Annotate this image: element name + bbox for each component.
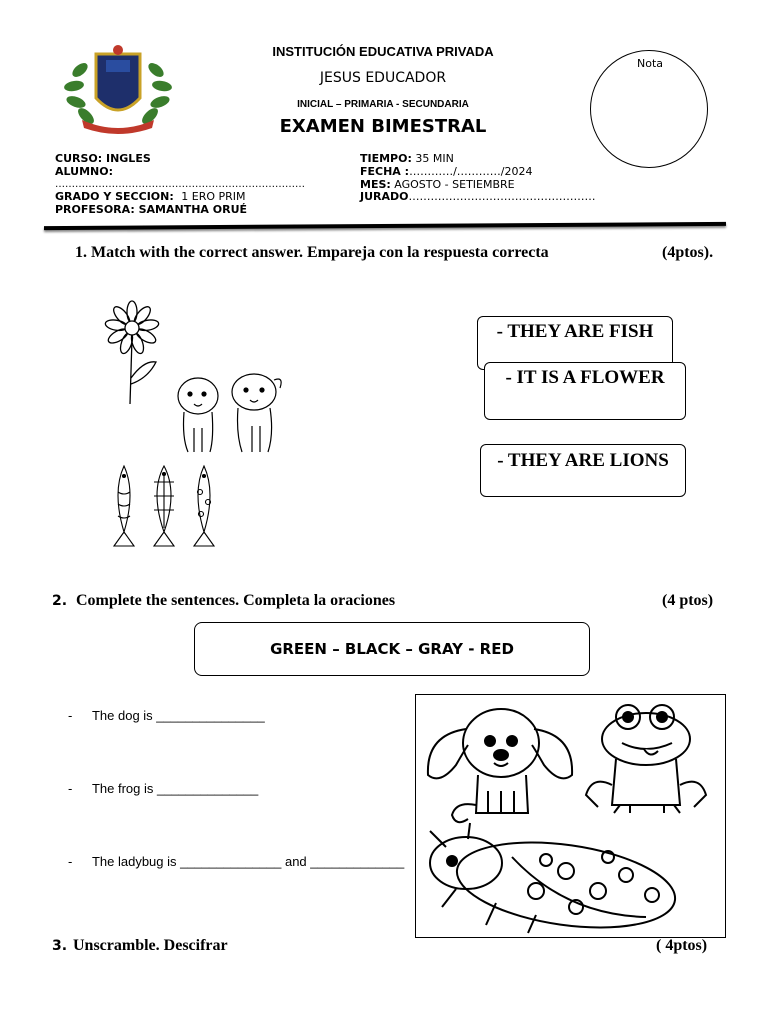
bullet-dash: - (68, 854, 73, 869)
answer-box-lions (480, 444, 686, 497)
date-info (360, 165, 532, 178)
animals-picture (415, 694, 726, 938)
sentence-frog (68, 781, 258, 796)
header-divider (44, 222, 726, 230)
month-label: MES: (360, 178, 391, 191)
jury-value: …………………………………………… (408, 190, 596, 203)
q3-number: 3. (52, 938, 68, 954)
sentence-frog-text[interactable]: The frog is ______________ (91, 781, 259, 796)
grade-circle (590, 50, 708, 168)
course-label: CURSO: INGLES (55, 152, 151, 165)
frog-drawing (586, 705, 706, 813)
time-info (360, 152, 454, 165)
jury-label: JURADO (360, 190, 409, 203)
bullet-dash: - (68, 708, 73, 723)
sentence-dog (68, 708, 265, 723)
answer-text-fish: - THEY ARE FISH (496, 321, 654, 342)
answer-text-flower: - IT IS A FLOWER (505, 367, 665, 388)
dog-drawing (428, 709, 572, 822)
grade-section-label: GRADO Y SECCION: (55, 190, 174, 203)
grade-section-value: 1 ERO PRIM (181, 190, 246, 203)
q2-instruction: Complete the sentences. Completa la oraciones (76, 592, 396, 609)
answer-box-flower (484, 362, 686, 420)
ladybug-drawing (430, 823, 680, 937)
exam-title: EXAMEN BIMESTRAL (279, 116, 487, 137)
q2-points: (4 ptos) (662, 592, 714, 609)
answer-text-lions: - THEY ARE LIONS (497, 450, 669, 471)
q3-instruction: Unscramble. Descifrar (73, 937, 228, 954)
lions-image (166, 368, 288, 456)
time-label: TIEMPO: (360, 152, 412, 165)
sentence-ladybug-text[interactable]: The ladybug is ______________ and _____________ (91, 854, 405, 869)
q1-instruction: 1. Match with the correct answer. Empareja con la respuesta correcta (75, 244, 549, 261)
grade-section (55, 190, 246, 203)
month-value: AGOSTO - SETIEMBRE (394, 178, 515, 191)
word-bank-box (194, 622, 590, 676)
flower-image (104, 298, 160, 408)
student-label: ALUMNO: (55, 165, 113, 178)
bullet-dash: - (68, 781, 73, 796)
sentence-ladybug (68, 854, 404, 869)
date-label: FECHA : (360, 165, 410, 178)
date-value: …………/…………/2024 (409, 165, 533, 178)
fish-image (106, 462, 224, 550)
word-bank-text: GREEN – BLACK – GRAY - RED (270, 640, 514, 658)
jury-info (360, 190, 596, 203)
school-name-line1: INSTITUCIÓN EDUCATIVA PRIVADA (272, 44, 494, 59)
time-value: 35 MIN (415, 152, 454, 165)
q2-number: 2. (52, 593, 68, 609)
sentence-dog-text[interactable]: The dog is _______________ (91, 708, 265, 723)
q3-points: ( 4ptos) (656, 937, 708, 954)
school-crest (62, 40, 174, 136)
school-name-line2: JESUS EDUCADOR (319, 70, 447, 86)
student-dots: ………………………………………………………………… (55, 179, 305, 190)
q1-points: (4ptos). (662, 244, 714, 261)
grade-circle-label: Nota (636, 57, 663, 70)
school-levels: INICIAL – PRIMARIA - SECUNDARIA (297, 99, 469, 110)
teacher-label: PROFESORA: SAMANTHA ORUÉ (55, 203, 248, 216)
